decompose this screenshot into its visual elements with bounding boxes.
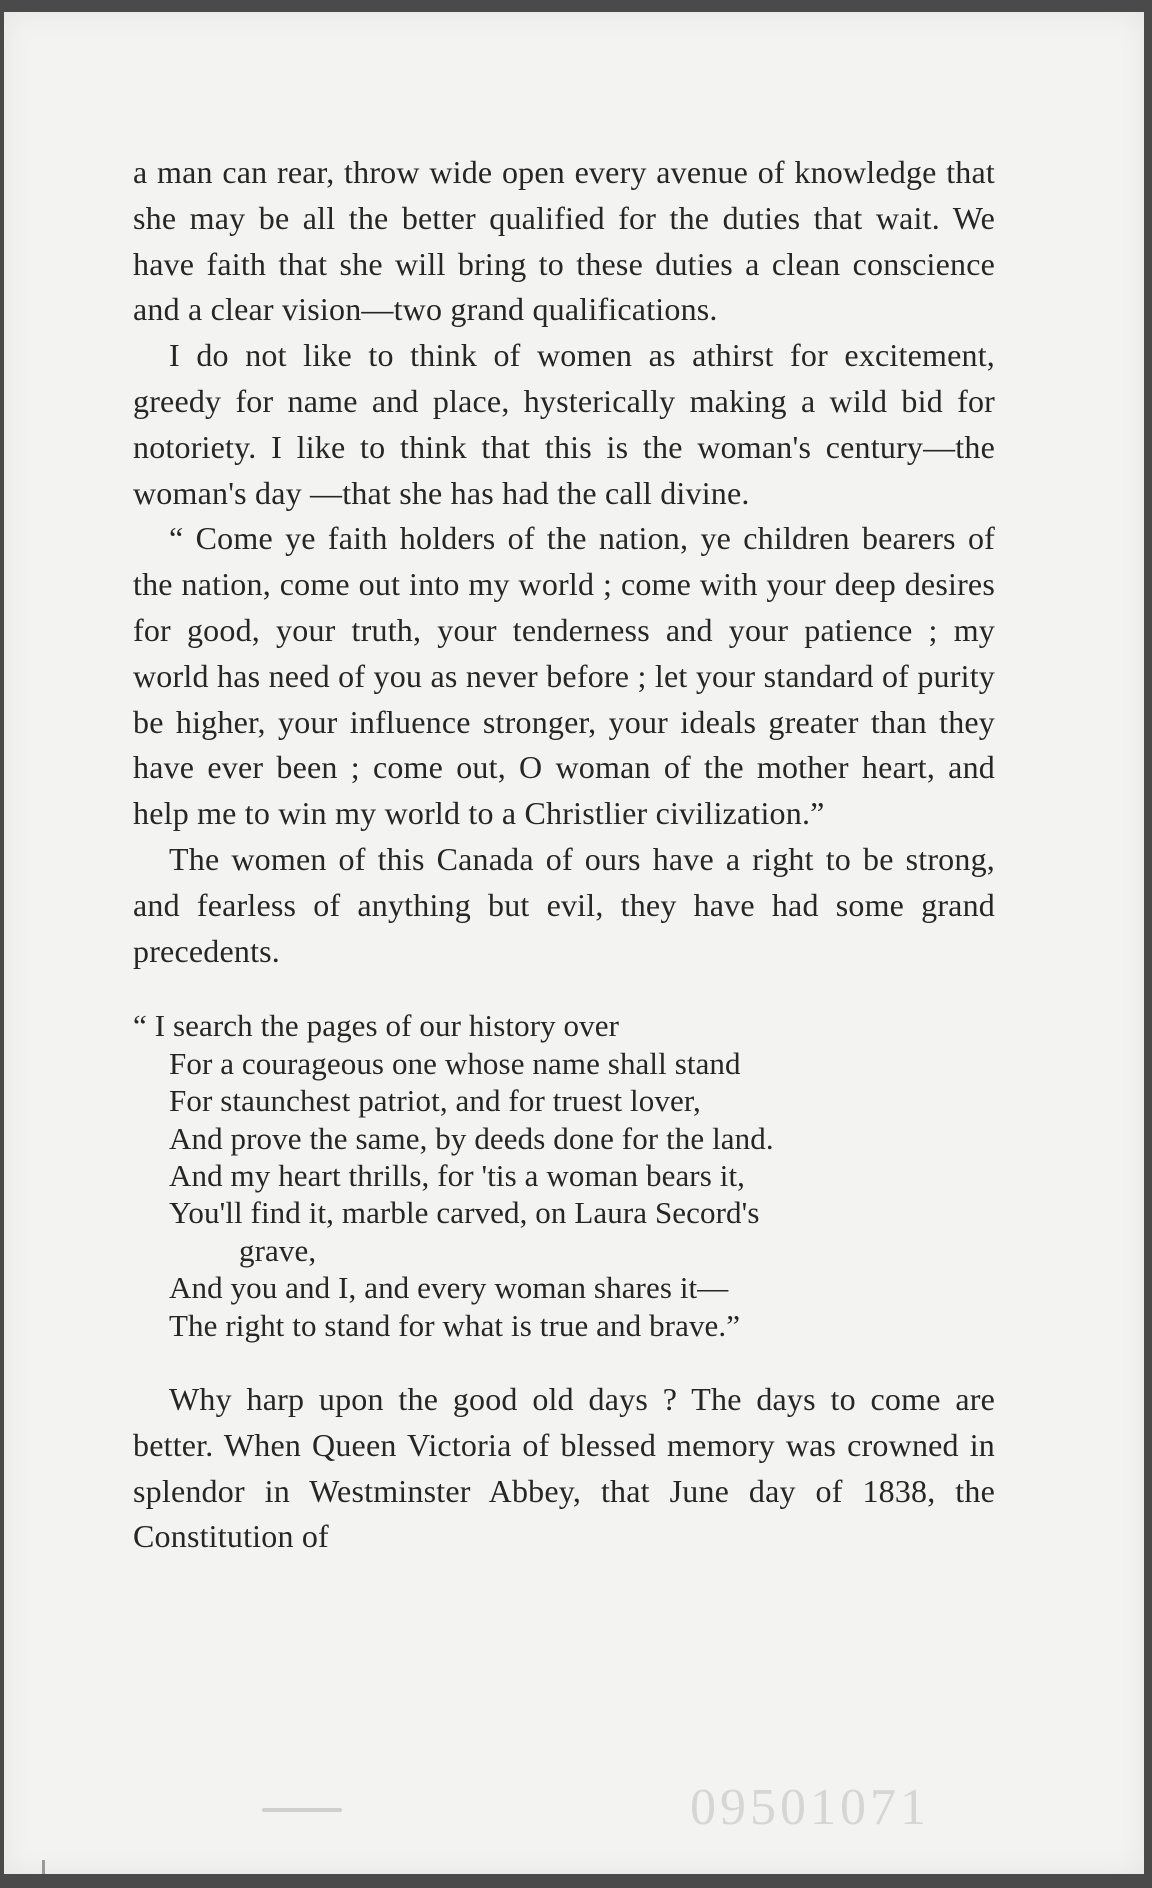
paragraph-3-quote: “ Come ye faith holders of the nation, ye children bearers of the nation, come out into my world ; come with your deep desires for good, your truth, your tenderness and your patience ; my world has need of you as never before ; let your standard of purity be higher, your influence stronger, your ideals greater than they have ever been ; come out, O woman of the mother heart, and help me to win my world to a Christlier civilization.” bbox=[133, 520, 995, 832]
paragraph-2: I do not like to think of women as athirst for excitement, greedy for name and place, hysterically making a wild bid for notoriety. I like to think that this is the woman's century—the woman's day —that she has had the call divine. bbox=[133, 337, 995, 511]
poem-line: And my heart thrills, for 'tis a woman bears it, bbox=[169, 1157, 746, 1193]
poem-line: And prove the same, by deeds done for the land. bbox=[169, 1120, 774, 1156]
poem-line: You'll find it, marble carved, on Laura Secord's bbox=[169, 1195, 760, 1231]
body-text bbox=[133, 150, 995, 1560]
poem-line: For a courageous one whose name shall stand bbox=[169, 1045, 741, 1081]
closing-paragraph: Why harp upon the good old days ? The days to come are better. When Queen Victoria of blessed memory was crowned in splendor in Westminster Abbey, that June day of 1838, the Constitution of bbox=[133, 1381, 995, 1555]
paragraph-1: a man can rear, throw wide open every avenue of knowledge that she may be all the better qualified for the duties that wait. We have faith that she will bring to these duties a clean conscience and a clear vision—two grand qualifications. bbox=[133, 154, 995, 328]
archive-stamp: 09501071 bbox=[690, 1779, 930, 1836]
poem-line: grave, bbox=[239, 1232, 317, 1268]
poem-line: “ I search the pages of our history over bbox=[133, 1008, 620, 1044]
edge-mark bbox=[42, 1860, 45, 1874]
poem-line: The right to stand for what is true and brave.” bbox=[169, 1307, 741, 1343]
ink-smudge bbox=[262, 1808, 342, 1812]
poem-block bbox=[133, 1007, 995, 1344]
poem-line: And you and I, and every woman shares it— bbox=[169, 1270, 729, 1306]
paragraph-4: The women of this Canada of ours have a right to be strong, and fearless of anything but evil, they have had some grand precedents. bbox=[133, 840, 995, 969]
poem-line: For staunchest patriot, and for truest lover, bbox=[169, 1083, 701, 1119]
